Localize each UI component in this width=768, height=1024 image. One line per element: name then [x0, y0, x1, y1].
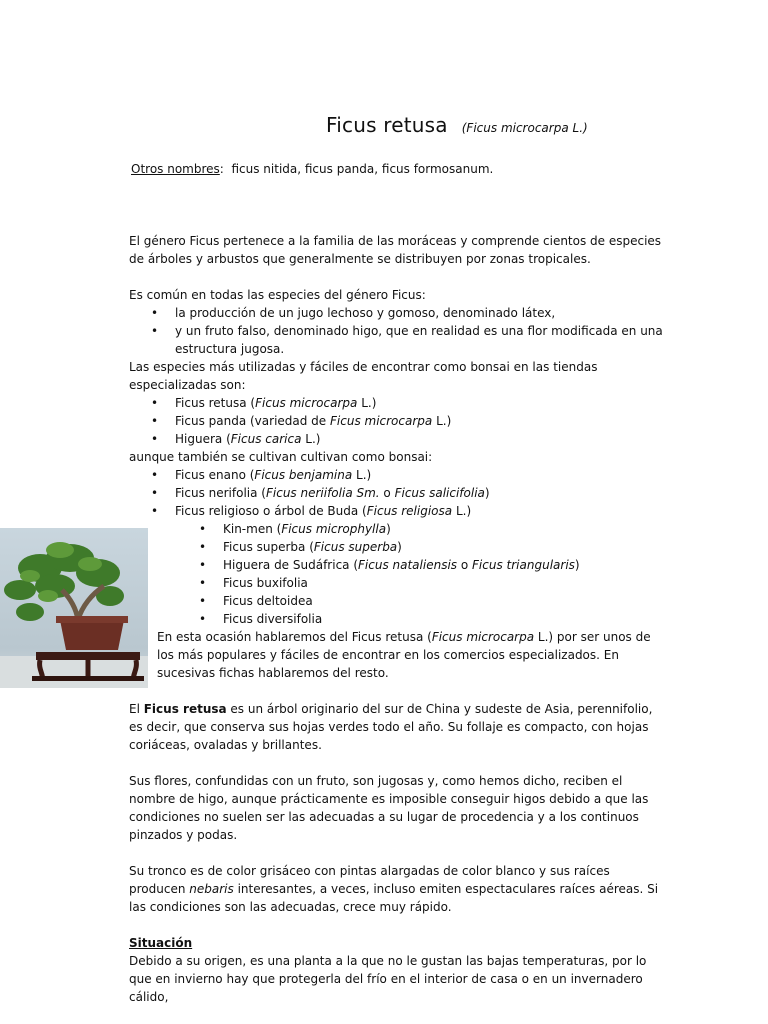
list-item: • Kin-men (Ficus microphylla) — [199, 522, 391, 536]
situation-section — [129, 934, 669, 1006]
bullet: • — [151, 432, 159, 446]
bullet: • — [199, 522, 207, 536]
other-names: Otros nombres: ficus nitida, ficus panda, ficus formosanum. — [131, 162, 494, 176]
situation-heading: Situación — [129, 936, 193, 950]
other-names-label: Otros nombres — [131, 162, 220, 176]
list-item: • Ficus superba (Ficus superba) — [199, 540, 402, 554]
list-item: • Ficus buxifolia — [199, 576, 308, 590]
list-item: • Ficus retusa (Ficus microcarpa L.) — [151, 396, 377, 410]
common-intro: Es común en todas las especies del género Ficus: — [129, 288, 426, 302]
list-item: • Ficus religioso o árbol de Buda (Ficus religiosa L.) — [151, 504, 472, 518]
intro-paragraph: El género Ficus pertenece a la familia de las moráceas y comprende cientos de especies de árboles y arbustos que generalmente se distribuyen por zonas tropicales. — [129, 234, 662, 266]
title-scientific-name: (Ficus microcarpa L.) — [461, 121, 588, 135]
bullet: • — [199, 558, 207, 572]
bullet: • — [151, 468, 159, 482]
list-item: • Ficus enano (Ficus benjamina L.) — [151, 468, 372, 482]
species-list — [129, 394, 669, 448]
bullet: • — [199, 576, 207, 590]
bonsai-photo — [0, 528, 148, 688]
description-paragraph: El Ficus retusa es un árbol originario del sur de China y sudeste de Asia, perennifolio, es decir, que conserva sus hojas verdes todo el año. Su follaje es compacto, con hojas coriáceas, ovaladas y brillantes. — [129, 702, 653, 752]
list-item: • Higuera (Ficus carica L.) — [151, 432, 321, 446]
bullet: • — [151, 504, 159, 518]
bullet: • — [151, 396, 159, 410]
list-item: • Ficus diversifolia — [199, 612, 323, 626]
page-title: Ficus retusa — [326, 113, 448, 137]
other-names-value: ficus nitida, ficus panda, ficus formosanum. — [231, 162, 494, 176]
species-intro: Las especies más utilizadas y fáciles de encontrar como bonsai en las tiendas especializadas son: — [129, 360, 598, 392]
list-item: • Ficus deltoidea — [199, 594, 313, 608]
occasion-paragraph: En esta ocasión hablaremos del Ficus retusa (Ficus microcarpa L.) por ser unos de los más populares y fáciles de encontrar en los comercios especializados. En sucesivas fichas hablaremos del resto. — [157, 630, 651, 680]
list-item: • Ficus panda (variedad de Ficus microcarpa L.) — [151, 414, 452, 428]
bullet: • — [199, 540, 207, 554]
situation-paragraph: Debido a su origen, es una planta a la que no le gustan las bajas temperaturas, por lo que en invierno hay que protegerla del frío en el interior de casa o en un invernadero cálido, — [129, 954, 647, 1004]
bullet: • — [151, 324, 159, 338]
bullet: • — [151, 306, 159, 320]
bullet: • — [151, 486, 159, 500]
bullet: • — [199, 594, 207, 608]
also-intro: aunque también se cultivan cultivan como bonsai: — [129, 450, 433, 464]
religious-sublist — [129, 520, 669, 628]
common-list — [129, 304, 669, 358]
also-list — [129, 466, 669, 520]
title-line — [326, 113, 588, 137]
list-item: • la producción de un jugo lechoso y gomoso, denominado látex, — [151, 306, 556, 320]
list-item: • Ficus nerifolia (Ficus neriifolia Sm. o Ficus salicifolia) — [151, 486, 490, 500]
flowers-paragraph: Sus flores, confundidas con un fruto, son jugosas y, como hemos dicho, reciben el nombre de higo, aunque prácticamente es imposible conseguir higos debido a que las condiciones no suelen ser las adecuadas a su lugar de procedencia y a los continuos pinzados y podas. — [129, 774, 649, 842]
list-item: • Higuera de Sudáfrica (Ficus nataliensis o Ficus triangularis) — [199, 558, 580, 572]
trunk-paragraph: Su tronco es de color grisáceo con pintas alargadas de color blanco y sus raíces producen nebaris interesantes, a veces, incluso emiten espectaculares raíces aéreas. Si las condiciones son las adecuadas, crece muy rápido. — [129, 864, 659, 914]
bullet: • — [199, 612, 207, 626]
list-item: • y un fruto falso, denominado higo, que en realidad es una flor modificada en una estructura jugosa. — [151, 324, 663, 356]
bullet: • — [151, 414, 159, 428]
